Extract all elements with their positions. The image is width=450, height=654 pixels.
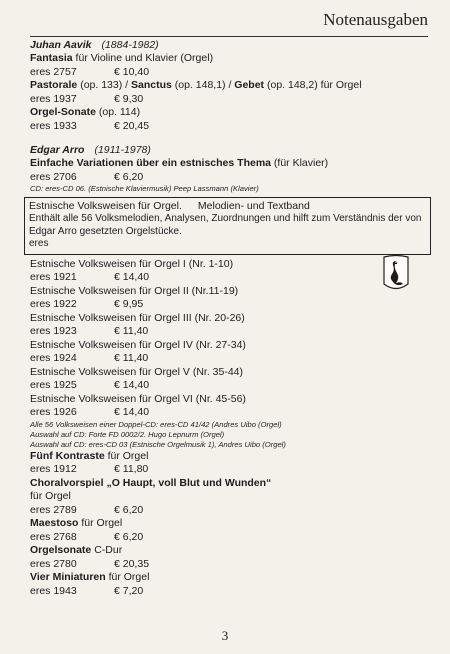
price: € 11,40	[114, 352, 149, 364]
order-row: eres 2757 € 10,40	[30, 65, 150, 78]
publisher-logo-icon	[381, 254, 411, 294]
composer-name: Edgar Arro	[30, 144, 85, 156]
price: € 14,40	[114, 406, 150, 418]
work-title: Orgel-Sonate (op. 114)	[30, 106, 141, 118]
order-row: eres 1943 € 7,20	[30, 584, 144, 597]
section-header: Notenausgaben	[323, 10, 428, 29]
catalog-content	[30, 38, 425, 598]
cd-note: Alle 56 Volksweisen einer Doppel-CD: eres-CD 41/42 (Andres Uibo (Orgel)	[30, 419, 282, 429]
work-instrument: für Orgel	[30, 490, 71, 502]
order-row: eres 1937 € 9,30	[30, 92, 144, 105]
box-subtitle: Melodien- und Textband	[197, 200, 310, 212]
order-row: eres 2789 € 6,20	[30, 503, 144, 516]
order-row: eres 2768 € 6,20	[30, 530, 144, 543]
price: € 10,40	[114, 65, 150, 78]
price: € 11,40	[114, 325, 149, 337]
order-row: eres 2706 € 6,20	[30, 170, 144, 183]
volume-item: Estnische Volksweisen für Orgel VI (Nr. 45-56) eres 1926 € 14,40	[30, 392, 246, 418]
work-title: Maestoso für Orgel	[30, 517, 123, 529]
box-description: Enthält alle 56 Volksmelodien, Analysen, Zuordnungen und hilft zum Verständnis der von Edgar Arro gesetzten Orgelstücke.	[29, 213, 422, 237]
cd-note: CD: eres-CD 06. (Estnische Klaviermusik) Peep Lassmann (Klavier)	[30, 184, 259, 193]
price: € 9,30	[114, 92, 144, 105]
volume-item: Estnische Volksweisen für Orgel II (Nr.11-19) eres 1922 € 9,95	[30, 284, 239, 310]
work-title: Choralvorspiel „O Haupt, voll Blut und Wunden“	[30, 476, 272, 489]
price: € 14,40	[114, 379, 150, 391]
price: € 20,45	[114, 119, 150, 132]
header-rule	[30, 36, 428, 37]
work-title: Einfache Variationen über ein estnisches Thema (für Klavier)	[30, 157, 329, 169]
composer-aavik	[30, 38, 425, 52]
work-title: Vier Miniaturen für Orgel	[30, 571, 150, 583]
composer-arro	[30, 143, 425, 157]
box-title: Estnische Volksweisen für Orgel.	[29, 200, 182, 212]
work-title: Fünf Kontraste für Orgel	[30, 449, 149, 462]
volume-item: Estnische Volksweisen für Orgel I (Nr. 1-10) eres 1921 € 14,40	[30, 257, 234, 283]
price: € 6,20	[114, 503, 144, 516]
box-order-no: eres	[29, 238, 49, 249]
composer-dates: (1911-1978)	[94, 144, 151, 156]
price: € 9,95	[114, 298, 144, 310]
page-number: 3	[221, 628, 229, 643]
price: € 20,35	[114, 557, 150, 570]
info-box	[24, 197, 431, 255]
cd-note: Auswahl auf CD: eres-CD 03 (Estnische Orgelmusik 1), Andres Uibo (Orgel)	[30, 439, 286, 449]
price: € 6,20	[114, 530, 144, 543]
composer-dates: (1884-1982)	[101, 39, 159, 51]
price: € 6,20	[114, 170, 144, 183]
order-row: eres 2780 € 20,35	[30, 557, 150, 570]
order-row: eres 1912 € 11,80	[30, 463, 149, 475]
price: € 14,40	[114, 271, 150, 283]
volume-item: Estnische Volksweisen für Orgel V (Nr. 35-44) eres 1925 € 14,40	[30, 365, 244, 391]
cd-note: Auswahl auf CD: Forte FD 0002/2. Hugo Lepnurm (Orgel)	[30, 429, 225, 439]
composer-name: Juhan Aavik	[30, 39, 92, 51]
work-title: Fantasia für Violine und Klavier (Orgel)	[30, 52, 214, 64]
volumes-list	[30, 258, 425, 420]
price: € 7,20	[114, 584, 144, 597]
work-title: Pastorale (op. 133) / Sanctus (op. 148,1) / Gebet (op. 148,2) für Orgel	[30, 79, 362, 91]
order-row: eres 1933 € 20,45	[30, 119, 150, 132]
work-title: Orgelsonate C-Dur	[30, 544, 123, 556]
volume-item: Estnische Volksweisen für Orgel III (Nr. 20-26) eres 1923 € 11,40	[30, 311, 245, 337]
volume-item: Estnische Volksweisen für Orgel IV (Nr. 27-34) eres 1924 € 11,40	[30, 338, 246, 364]
price: € 11,80	[114, 463, 149, 475]
